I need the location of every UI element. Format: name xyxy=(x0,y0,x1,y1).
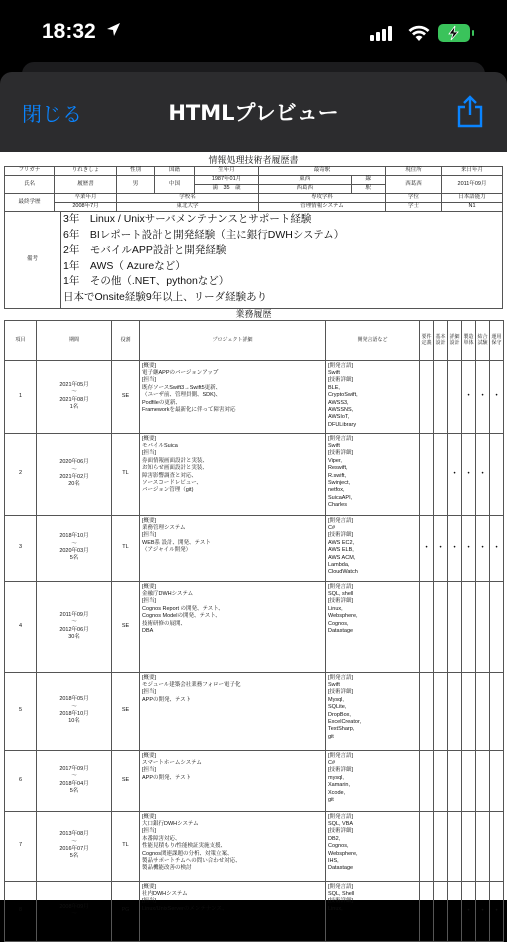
phase-mark xyxy=(462,581,476,672)
history-period: 2017年09月 〜 2018年04月 5名 xyxy=(37,750,112,811)
phase-mark: • xyxy=(490,360,504,433)
nationality-label: 国籍 xyxy=(155,167,195,176)
remark-line: 1年 AWS（ Azureなど） xyxy=(63,259,186,272)
history-role: PG xyxy=(112,881,140,941)
col-requirements: 要件定義 xyxy=(420,320,434,360)
station-value: 西葛西 xyxy=(259,185,352,194)
phase-mark xyxy=(476,672,490,750)
history-tech: [開発言語] Swift [技術詳細] Viper, Reswift, R.swift, Swinject, netfox, SuicaAPI, Charles xyxy=(326,433,420,515)
status-bar xyxy=(0,0,507,62)
phase-mark xyxy=(462,811,476,881)
japanese-level-value: N1 xyxy=(442,203,503,212)
phase-mark: • xyxy=(476,360,490,433)
history-no: 3 xyxy=(5,515,37,581)
close-button[interactable]: 閉じる xyxy=(22,102,82,126)
history-period: 2008年09月 〜 xyxy=(37,881,112,941)
phase-mark xyxy=(476,581,490,672)
history-detail: [概要] モバイルSuica [担当] 券面情報画面設計と実装、 お知らせ画面設計と実装、 障害影響調査と対応、 ソースコードレビュー、 バージョン管理（git) xyxy=(140,433,326,515)
residence-label: 現住所 xyxy=(386,167,442,176)
remark-line: 6年 BIレポート設計と開発経験（主に銀行DWHシステム） xyxy=(63,228,345,241)
history-role: SE xyxy=(112,750,140,811)
history-detail: [概要] モジュール建築会社業務フォロー電子化 [担当] APPの開発、テスト xyxy=(140,672,326,750)
history-detail: [概要] 金融庁DWHシステム [担当] Cognos Report の開発、テスト、 Cognos Modelの開発、テスト、 技術研修の展開、 DBA xyxy=(140,581,326,672)
phase-mark: • xyxy=(448,515,462,581)
graduation-label: 卒業年月 xyxy=(55,194,117,203)
phase-mark xyxy=(476,750,490,811)
phase-mark xyxy=(420,433,434,515)
col-role: 役割 xyxy=(112,320,140,360)
phase-mark: • xyxy=(462,360,476,433)
history-period: 2011年09月 〜 2012年06月 30名 xyxy=(37,581,112,672)
phase-mark: • xyxy=(448,433,462,515)
phase-mark xyxy=(434,672,448,750)
nationality-value: 中国 xyxy=(155,176,195,194)
phase-mark xyxy=(420,581,434,672)
history-no: 4 xyxy=(5,581,37,672)
major-value: 管理情報システム xyxy=(259,203,386,212)
col-integration-test: 結合試験 xyxy=(476,320,490,360)
school-label: 学校名 xyxy=(117,194,259,203)
arrival-value: 2011年09月 xyxy=(442,176,503,194)
line-value: 東西 xyxy=(259,176,352,185)
history-tech: [開発言語] C# [技術詳細] AWS EC2, AWS ELB, AWS ACM, Lambda, CloudWatch xyxy=(326,515,420,581)
history-role: TL xyxy=(112,515,140,581)
furigana-value: りれきしょ xyxy=(55,167,117,176)
phase-mark xyxy=(490,581,504,672)
resume-header-table xyxy=(4,166,503,212)
phase-mark: • xyxy=(490,515,504,581)
history-no: 5 xyxy=(5,672,37,750)
history-tech: [開発言語] SQL, Shell [技術詳細] Linux, xyxy=(326,881,420,941)
history-title: 業務履歴 xyxy=(235,308,272,319)
table-row xyxy=(5,672,504,750)
battery-charging-icon xyxy=(438,24,470,42)
history-role: SE xyxy=(112,360,140,433)
furigana-label: フリガナ xyxy=(5,167,55,176)
phase-mark: • xyxy=(434,515,448,581)
col-no: 項目 xyxy=(5,320,37,360)
phase-mark: • xyxy=(476,433,490,515)
phase-mark xyxy=(448,750,462,811)
history-no: 8 xyxy=(5,881,37,941)
table-row xyxy=(5,881,504,941)
arrival-label: 来日年月 xyxy=(442,167,503,176)
phase-mark: • xyxy=(420,515,434,581)
table-row xyxy=(5,811,504,881)
phase-mark: • xyxy=(476,881,490,941)
history-detail: [概要] 大口銀行DWHシステム [担当] 本番障害対応、 性能見積もり/性能検証実施支援、 Cognos関連課題の分析、対策立案、 製品サポートチムへの問い合わせ対応、 製品機能改善の検討 xyxy=(140,811,326,881)
history-role: TL xyxy=(112,811,140,881)
phase-mark: • xyxy=(476,515,490,581)
history-detail: [概要] 電子継APPのバージョンアップ [担当] 既存ソースSwift3→Swift5更新、 （ユーザ前、管理員側、SDK)、 Podfileの更新、 Frameworkを最新化に伴って障害対応 xyxy=(140,360,326,433)
line-suffix: 線 xyxy=(351,176,385,185)
history-no: 2 xyxy=(5,433,37,515)
gender-value: 男 xyxy=(117,176,155,194)
location-arrow-icon xyxy=(106,22,121,37)
col-basic-design: 基本設計 xyxy=(434,320,448,360)
history-tech: [開発言語] SQL, VBA [技術詳細] DB2, Cognos, Websphere, IHS, Datastage xyxy=(326,811,420,881)
remarks-content xyxy=(61,212,503,308)
history-tech: [開発言語] Swift [技術詳細] Mysql, SQLite, DropBox, ExcelCreator, TextSharp, git xyxy=(326,672,420,750)
major-label: 専攻学科 xyxy=(259,194,386,203)
table-row xyxy=(5,750,504,811)
remarks-label: 備考 xyxy=(5,212,61,308)
remark-line: 3年 Linux / Unixサーバメンテナンスとサポート経験 xyxy=(63,213,312,225)
phase-mark xyxy=(434,433,448,515)
phase-mark xyxy=(434,360,448,433)
history-no: 7 xyxy=(5,811,37,881)
phase-mark xyxy=(420,811,434,881)
table-row xyxy=(5,515,504,581)
work-history-table xyxy=(4,320,504,942)
phase-mark xyxy=(462,750,476,811)
table-row xyxy=(5,581,504,672)
phase-mark: • xyxy=(462,433,476,515)
document-preview[interactable] xyxy=(0,152,507,917)
education-label: 最終学歴 xyxy=(5,194,55,212)
history-role: SE xyxy=(112,672,140,750)
phase-mark xyxy=(420,750,434,811)
japanese-level-label: 日本語能力 xyxy=(442,194,503,203)
navigation-bar xyxy=(0,72,507,152)
wifi-icon xyxy=(407,24,431,42)
phase-mark xyxy=(434,811,448,881)
col-tech: 開発言語など xyxy=(326,320,420,360)
col-period: 期間 xyxy=(37,320,112,360)
graduation-value: 2008年7月 xyxy=(55,203,117,212)
phase-mark xyxy=(490,811,504,881)
school-value: 東北大学 xyxy=(117,203,259,212)
phase-mark xyxy=(490,433,504,515)
degree-value: 学士 xyxy=(386,203,442,212)
col-detail: プロジェクト詳細 xyxy=(140,320,326,360)
phase-mark xyxy=(448,581,462,672)
document-title: 情報処理技術者履歴書 xyxy=(208,155,299,165)
remark-line: 1年 その他（.NET、pythonなど） xyxy=(63,275,230,287)
residence-value: 西葛西 xyxy=(386,176,442,194)
phase-mark xyxy=(434,750,448,811)
share-icon[interactable] xyxy=(455,94,485,128)
degree-label: 学位 xyxy=(386,194,442,203)
phase-mark xyxy=(448,672,462,750)
col-implementation: 製造単体 xyxy=(462,320,476,360)
col-operation: 運用保守 xyxy=(490,320,504,360)
birth-label: 生年月 xyxy=(195,167,259,176)
phase-mark xyxy=(420,672,434,750)
history-tech: [開発言語] Swift [技術詳細] BLE, CryptoSwift, AWSS3, AWSSNS, AWSIoT, DFULibrary xyxy=(326,360,420,433)
history-detail: [概要] スマートホームシステム [担当] APPの開発、テスト xyxy=(140,750,326,811)
remark-line: 日本でOnsite経験9年以上、リーダ経験あり xyxy=(63,290,268,303)
history-period: 2018年05月 〜 2018年10月 10名 xyxy=(37,672,112,750)
phase-mark xyxy=(490,672,504,750)
cellular-signal-icon xyxy=(370,26,392,41)
table-row xyxy=(5,433,504,515)
history-tech: [開発言語] C# [技術詳細] mysql, Xamarin, Xcode, git xyxy=(326,750,420,811)
status-time: 18:32 xyxy=(42,20,96,43)
phase-mark xyxy=(420,881,434,941)
phase-mark xyxy=(490,750,504,811)
col-detail-design: 詳細設計 xyxy=(448,320,462,360)
phase-mark: • xyxy=(490,881,504,941)
history-tech: [開発言語] SQL, shell [技術詳細] Linux, Websphere, Cognos, Datastage xyxy=(326,581,420,672)
history-period: 2020年06月 〜 2021年02月 20名 xyxy=(37,433,112,515)
phase-mark xyxy=(434,881,448,941)
phase-mark xyxy=(448,811,462,881)
phase-mark xyxy=(434,581,448,672)
birth-value: 1987年01月 xyxy=(195,176,259,185)
phase-mark xyxy=(462,672,476,750)
table-row xyxy=(5,360,504,433)
station-suffix: 駅 xyxy=(351,185,385,194)
history-no: 6 xyxy=(5,750,37,811)
phase-mark: • xyxy=(462,881,476,941)
history-detail: [概要] 業務管理システム [担当] WEB系 設計、開発、テスト （アジャイル開発） xyxy=(140,515,326,581)
remarks-table xyxy=(4,212,503,309)
phase-mark: • xyxy=(462,515,476,581)
remark-line: 2年 モバイルAPP設計と開発経験 xyxy=(63,244,227,256)
gender-label: 性別 xyxy=(117,167,155,176)
history-period: 2018年10月 〜 2020年03月 5名 xyxy=(37,515,112,581)
phase-mark xyxy=(448,881,462,941)
phase-mark xyxy=(420,360,434,433)
history-no: 1 xyxy=(5,360,37,433)
age-value: 満 35 歳 xyxy=(195,185,259,194)
station-label: 最寄駅 xyxy=(259,167,386,176)
history-role: TL xyxy=(112,433,140,515)
nav-title: HTMLプレビュー xyxy=(168,101,339,125)
name-label: 氏名 xyxy=(5,176,55,194)
name-value: 履歴書 xyxy=(55,176,117,194)
history-period: 2013年08月 〜 2016年07月 5名 xyxy=(37,811,112,881)
history-period: 2021年05月 〜 2021年08月 1名 xyxy=(37,360,112,433)
phase-mark xyxy=(476,811,490,881)
history-detail: [概要] 社内DWHシステム [担当] Linux/UnixServerのメンテナンス、 xyxy=(140,881,326,941)
phase-mark xyxy=(448,360,462,433)
history-role: SE xyxy=(112,581,140,672)
